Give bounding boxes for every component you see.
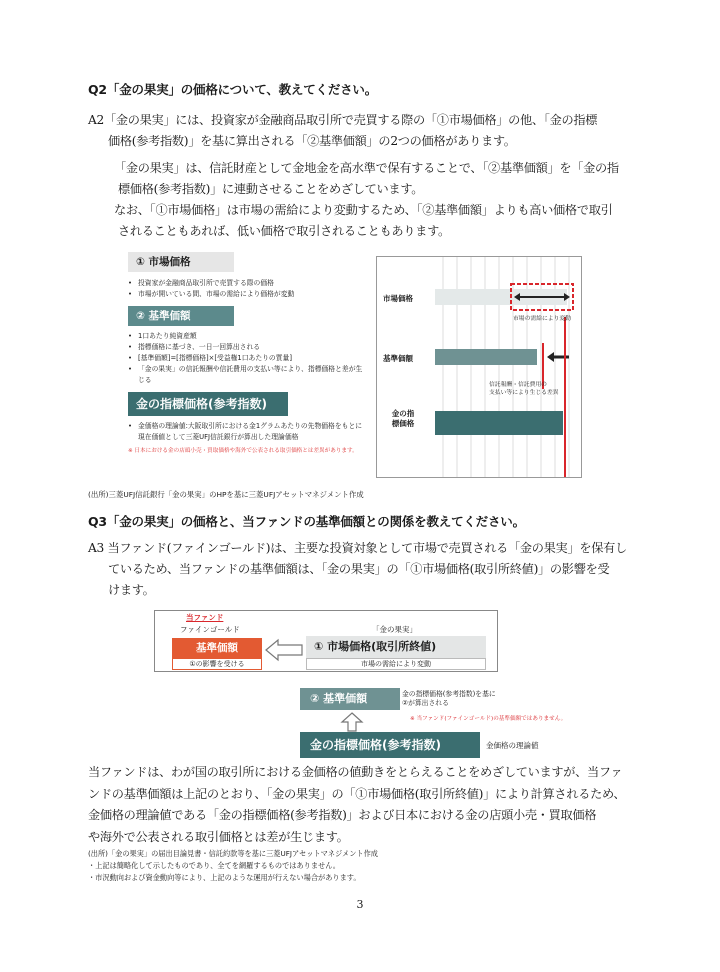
nav-note <box>402 690 496 708</box>
notes <box>88 848 378 884</box>
q3-answer-line3: けます。 <box>108 583 155 597</box>
page-number: 3 <box>356 898 364 911</box>
chart-note-nav <box>489 381 559 397</box>
figure1-source: (出所)三菱UFJ信託銀行「金の果実」のHPを基に三菱UFJアセットマネジメント作成 <box>88 490 364 499</box>
list-item: • 1口あたり純資産額 <box>128 331 368 342</box>
market-price-bullets <box>128 278 368 300</box>
gold-index-bullets <box>128 421 363 443</box>
nav-bullets <box>128 331 368 386</box>
nav-bar <box>435 349 537 365</box>
market-price-header: ① 市場価格 <box>128 252 234 272</box>
closing-line4: や海外で公表される取引価格とは差が生じます。 <box>88 829 349 844</box>
closing-line2: ンドの基準価額は上記のとおり、「金の果実」の「①市場価格(取引所終値)」により計算されるため、 <box>88 786 626 801</box>
list-item: • 「金の果実」の信託報酬や信託費用の支払い等により、指標価格と差が生じる <box>128 364 368 386</box>
q2-heading: Q2「金の果実」の価格について、教えてください。 <box>88 82 378 97</box>
figure1-chart-svg <box>377 257 581 477</box>
q3-answer-line1: A3 当ファンド(ファインゴールド)は、主要な投資対象として市場で売買される「金の果実」を保有し <box>88 541 627 555</box>
nav-note-2: ②が算出される <box>402 699 449 707</box>
q2-para2-line2: 標価格(参考指数)」に連動させることをめざしています。 <box>118 182 424 196</box>
left-arrow-icon <box>264 638 304 662</box>
index-bar <box>435 411 563 435</box>
up-arrow-icon <box>340 712 364 732</box>
market-price-note: 市場の需給により変動 <box>306 658 486 670</box>
list-item: • 金価格の理論値:大阪取引所における金1グラムあたりの先物価格をもとに現在価値として三菱UFJ信託銀行が算出した理論価格 <box>128 421 363 443</box>
chart-note-nav-1: 信託報酬・信託費用の <box>489 382 547 388</box>
nav-box: ② 基準価額 <box>300 688 400 710</box>
notes-n2: ・市況動向および資金動向等により、上記のような運用が行えない場合があります。 <box>88 873 361 882</box>
fund-nav-box: 基準価額 <box>172 638 262 658</box>
nav-arrow-icon <box>547 352 554 362</box>
q2-answer <box>88 110 648 152</box>
list-item: • 市場が開いている間、市場の需給により価格が変動 <box>128 289 368 300</box>
figure1-left <box>128 252 368 454</box>
fund-name: ファインゴールド <box>180 625 240 634</box>
nav-formula <box>128 353 368 364</box>
q2-answer-line1: A2「金の果実」には、投資家が金融商品取引所で売買する際の「①市場価格」の他、「金の指標 <box>88 113 598 127</box>
market-price-box: ① 市場価格(取引所終値) <box>306 636 486 658</box>
q3-answer-line2: ているため、当ファンドの基準価額は、「金の果実」の「①市場価格(取引所終値)」の影響を受 <box>108 562 610 576</box>
chart-label-nav: 基準価額 <box>383 354 413 363</box>
figure1-footnote: ※ 日本における金の店頭小売・買取価格や海外で公表される取引価格とは差異があります。 <box>128 448 358 454</box>
gold-index-header: 金の指標価格(参考指数) <box>128 392 288 416</box>
list-item: • 指標価格に基づき、一日一回算出される <box>128 342 368 353</box>
list-item: • 投資家が金融商品取引所で売買する際の価格 <box>128 278 368 289</box>
q2-answer-line2: 価格(参考指数)」を基に算出される「②基準価額」の2つの価格があります。 <box>108 134 516 148</box>
chart-note-nav-2: 支払い等により生じる差異 <box>489 390 559 396</box>
nav-formula-text: [基準価額]=[指標価格]×[受益権1口あたりの質量] <box>138 354 292 362</box>
chart-label-index: 金の指標価格 <box>391 409 415 428</box>
nav-note-red: ※ 当ファンド(ファインゴールド)の基準価額ではありません。 <box>410 716 567 722</box>
q2-para2 <box>114 158 654 242</box>
q2-para3-line2: されることもあれば、低い価格で取引されることもあります。 <box>118 224 450 238</box>
nav-note-1: 金の指標価格(参考指数)を基に <box>402 690 496 698</box>
index-box: 金の指標価格(参考指数) <box>300 732 480 758</box>
kinkajitsu-label: 「金の果実」 <box>372 625 417 634</box>
notes-n1: ・上記は簡略化して示したものであり、全てを網羅するものではありません。 <box>88 861 340 870</box>
fund-effect: ①の影響を受ける <box>172 658 262 670</box>
q3-heading: Q3「金の果実」の価格と、当ファンドの基準価額との関係を教えてください。 <box>88 514 525 529</box>
chart-label-market: 市場価格 <box>383 294 413 303</box>
q2-para3-line1: なお、「①市場価格」は市場の需給により変動するため、「②基準価額」よりも高い価格で取引 <box>114 203 613 217</box>
figure1-chart <box>376 256 582 478</box>
q2-para2-line1: 「金の果実」は、信託財産として金地金を高水準で保有することで、「②基準価額」を「金の指 <box>114 161 619 175</box>
closing-line1: 当ファンドは、わが国の取引所における金価格の値動きをとらえることをめざしていますが、当ファ <box>88 765 623 779</box>
notes-source: (出所)「金の果実」の届出目論見書・信託約款等を基に三菱UFJアセットマネジメント作成 <box>88 849 378 858</box>
nav-header: ② 基準価額 <box>128 306 234 326</box>
q3-answer <box>88 538 648 601</box>
chart-note-market: 市場の需給により変動 <box>513 316 571 322</box>
index-note: 金価格の理論値 <box>486 741 539 750</box>
fund-label: 当ファンド <box>186 613 224 622</box>
closing-paragraph <box>88 762 658 848</box>
closing-line3: 金価格の理論値である「金の指標価格(参考指数)」および日本における金の店頭小売・買取価格 <box>88 808 597 822</box>
